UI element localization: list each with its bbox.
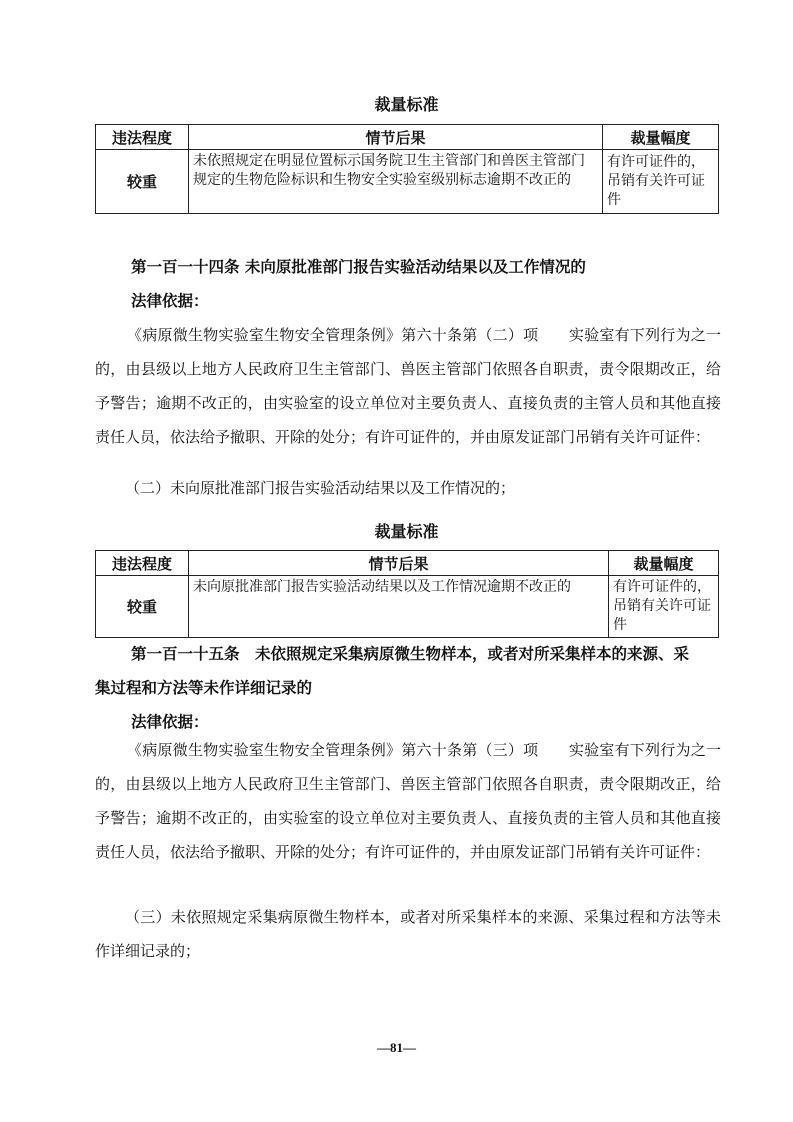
article-115-basis-label: 法律依据：: [131, 713, 209, 731]
header-consequence: 情节后果: [189, 125, 603, 150]
page-number: —81—: [377, 1040, 416, 1055]
table-row: [96, 150, 719, 214]
article-115-item: （三）未依照规定采集病原微生物样本，或者对所采集样本的来源、采集过程和方法等未作详细记录的；: [95, 908, 721, 960]
article-114-heading: 第一百一十四条 未向原批准部门报告实验活动结果以及工作情况的: [131, 258, 586, 276]
discretion-table-1: [95, 124, 719, 214]
header-severity: 违法程度: [96, 125, 189, 150]
table2-title: 裁量标准: [374, 522, 439, 541]
severity-cell: 较重: [96, 150, 189, 214]
article-114-basis-label: 法律依据：: [131, 292, 209, 310]
consequence-cell: 未向原批准部门报告实验活动结果以及工作情况逾期不改正的: [189, 576, 609, 638]
penalty-cell: 有许可证件的，吊销有关许可证件: [603, 150, 719, 214]
table1-title: 裁量标准: [374, 95, 439, 114]
article-115-heading-line1: 第一百一十五条 未依照规定采集病原微生物样本，或者对所采集样本的来源、采: [131, 645, 690, 663]
table-header-row: [96, 551, 719, 576]
table-row: [96, 576, 719, 638]
header-penalty: 裁量幅度: [609, 551, 719, 576]
header-penalty: 裁量幅度: [603, 125, 719, 150]
severity-cell: 较重: [96, 576, 189, 638]
header-consequence: 情节后果: [189, 551, 609, 576]
header-severity: 违法程度: [96, 551, 189, 576]
penalty-cell: 有许可证件的，吊销有关许可证件: [609, 576, 719, 638]
article-115-basis-text: 《病原微生物实验室生物安全管理条例》第六十条第（三）项 实验室有下列行为之一的，由县级以上地方人民政府卫生主管部门、兽医主管部门依照各自职责，责令限期改正，给予警告；逾期不改正的，由实验室的设立单位对主要负责人、直接负责的主管人员和其他直接责任人员，依法给予撤职、开除的处分；有许可证件的，并由原发证部门吊销有关许可证件：: [95, 741, 721, 861]
table-header-row: [96, 125, 719, 150]
article-115-heading-line2: 集过程和方法等未作详细记录的: [95, 679, 313, 697]
discretion-table-2: [95, 550, 719, 638]
consequence-cell: 未依照规定在明显位置标示国务院卫生主管部门和兽医主管部门规定的生物危险标识和生物安全实验室级别标志逾期不改正的: [189, 150, 603, 214]
article-114-item: （二）未向原批准部门报告实验活动结果以及工作情况的；: [125, 479, 516, 497]
article-114-basis-text: 《病原微生物实验室生物安全管理条例》第六十条第（二）项 实验室有下列行为之一的，由县级以上地方人民政府卫生主管部门、兽医主管部门依照各自职责，责令限期改正，给予警告；逾期不改正的，由实验室的设立单位对主要负责人、直接负责的主管人员和其他直接责任人员，依法给予撤职、开除的处分；有许可证件的，并由原发证部门吊销有关许可证件：: [95, 326, 721, 446]
